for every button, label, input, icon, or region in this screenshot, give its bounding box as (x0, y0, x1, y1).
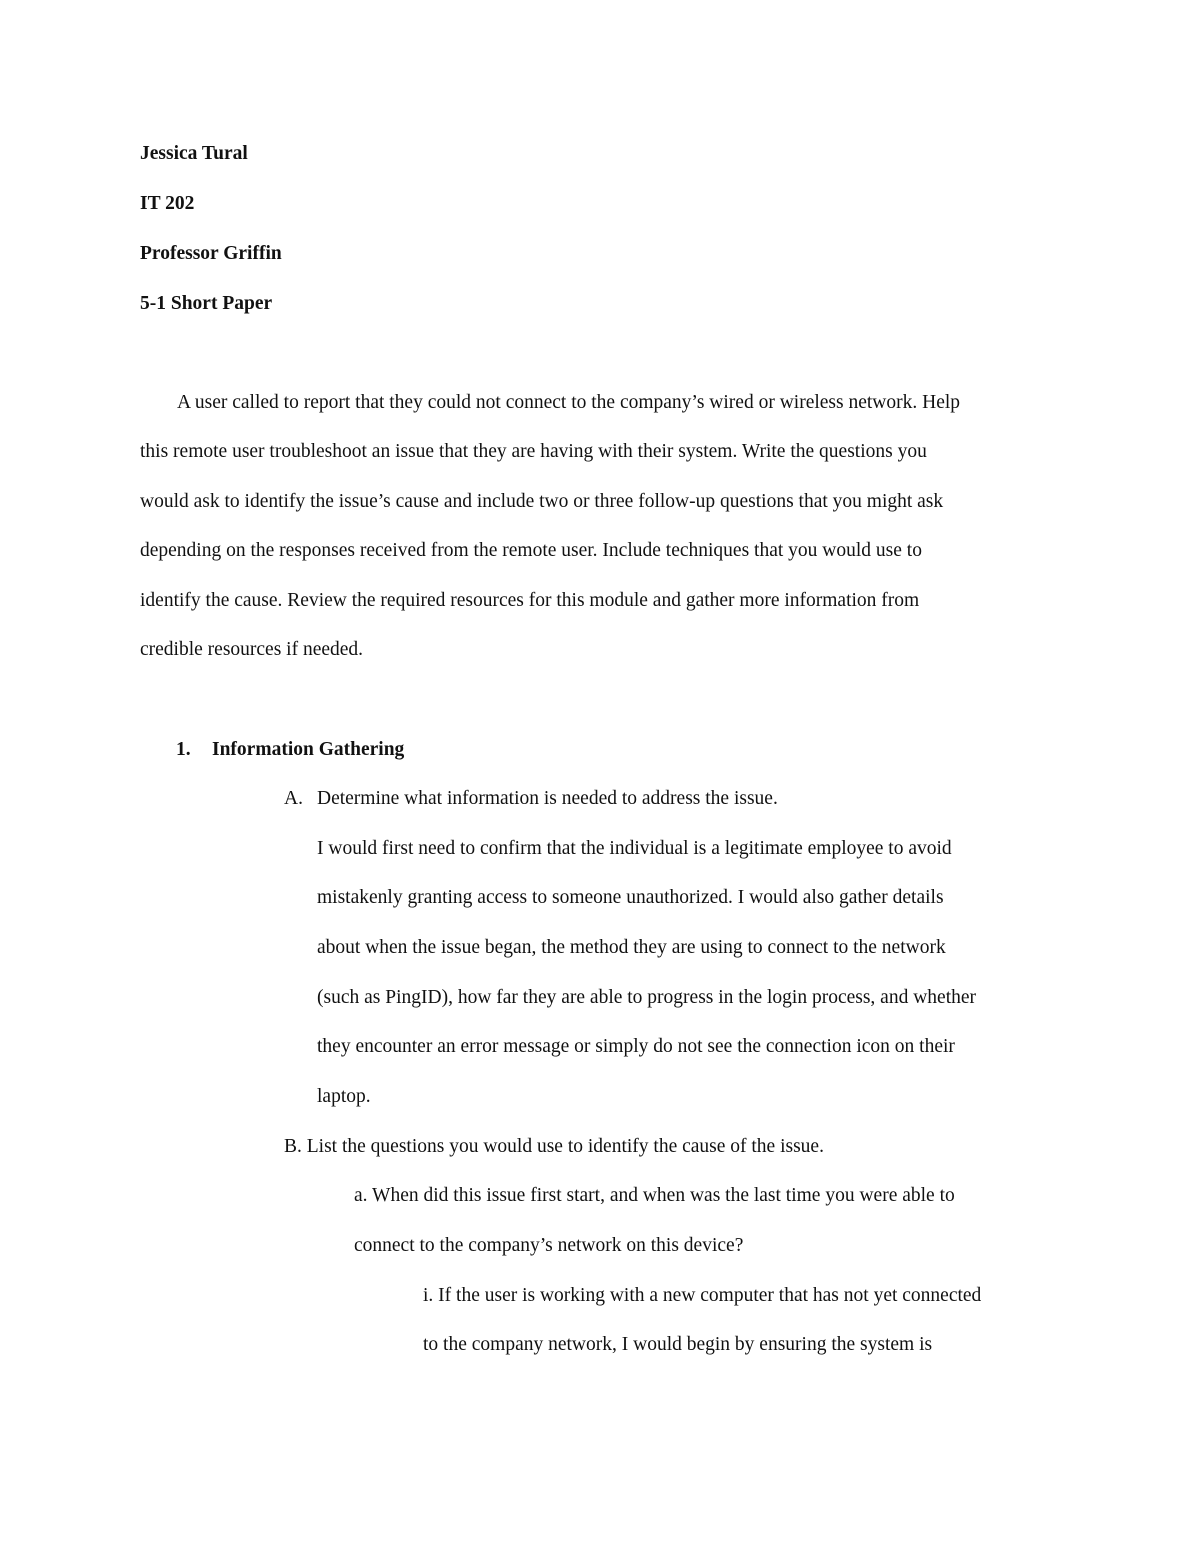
prompt-line: credible resources if needed. (140, 639, 364, 660)
answer-line: I would first need to confirm that the individual is a legitimate employee to avoid (317, 838, 952, 859)
section-number: 1. (176, 739, 191, 760)
prompt-line: depending on the responses received from the remote user. Include techniques that you would use to (140, 540, 922, 561)
assignment-title: 5-1 Short Paper (140, 293, 273, 314)
prompt-line: A user called to report that they could not connect to the company’s wired or wireless network. Help (177, 392, 961, 413)
item-a-label: A. (284, 788, 303, 809)
course-code: IT 202 (140, 193, 195, 214)
question-line: connect to the company’s network on this device? (354, 1235, 744, 1256)
prompt-line: identify the cause. Review the required resources for this module and gather more information from (140, 590, 920, 611)
answer-line: (such as PingID), how far they are able to progress in the login process, and whether (317, 987, 977, 1008)
answer-line: they encounter an error message or simply do not see the connection icon on their (317, 1036, 955, 1057)
answer-line: laptop. (317, 1086, 371, 1107)
item-a-text: Determine what information is needed to address the issue. (317, 788, 778, 809)
professor-name: Professor Griffin (140, 243, 282, 264)
answer-line: mistakenly granting access to someone unauthorized. I would also gather details (317, 887, 944, 908)
item-b-text: B. List the questions you would use to identify the cause of the issue. (284, 1136, 824, 1157)
followup-line: to the company network, I would begin by ensuring the system is (423, 1334, 933, 1355)
followup-line: i. If the user is working with a new computer that has not yet connected (423, 1285, 982, 1306)
section-heading: Information Gathering (212, 739, 405, 760)
prompt-line: this remote user troubleshoot an issue that they are having with their system. Write the questions you (140, 441, 927, 462)
author-name: Jessica Tural (140, 143, 248, 164)
answer-line: about when the issue began, the method they are using to connect to the network (317, 937, 946, 958)
question-line: a. When did this issue first start, and when was the last time you were able to (354, 1185, 955, 1206)
prompt-line: would ask to identify the issue’s cause and include two or three follow-up questions that you might ask (140, 491, 944, 512)
